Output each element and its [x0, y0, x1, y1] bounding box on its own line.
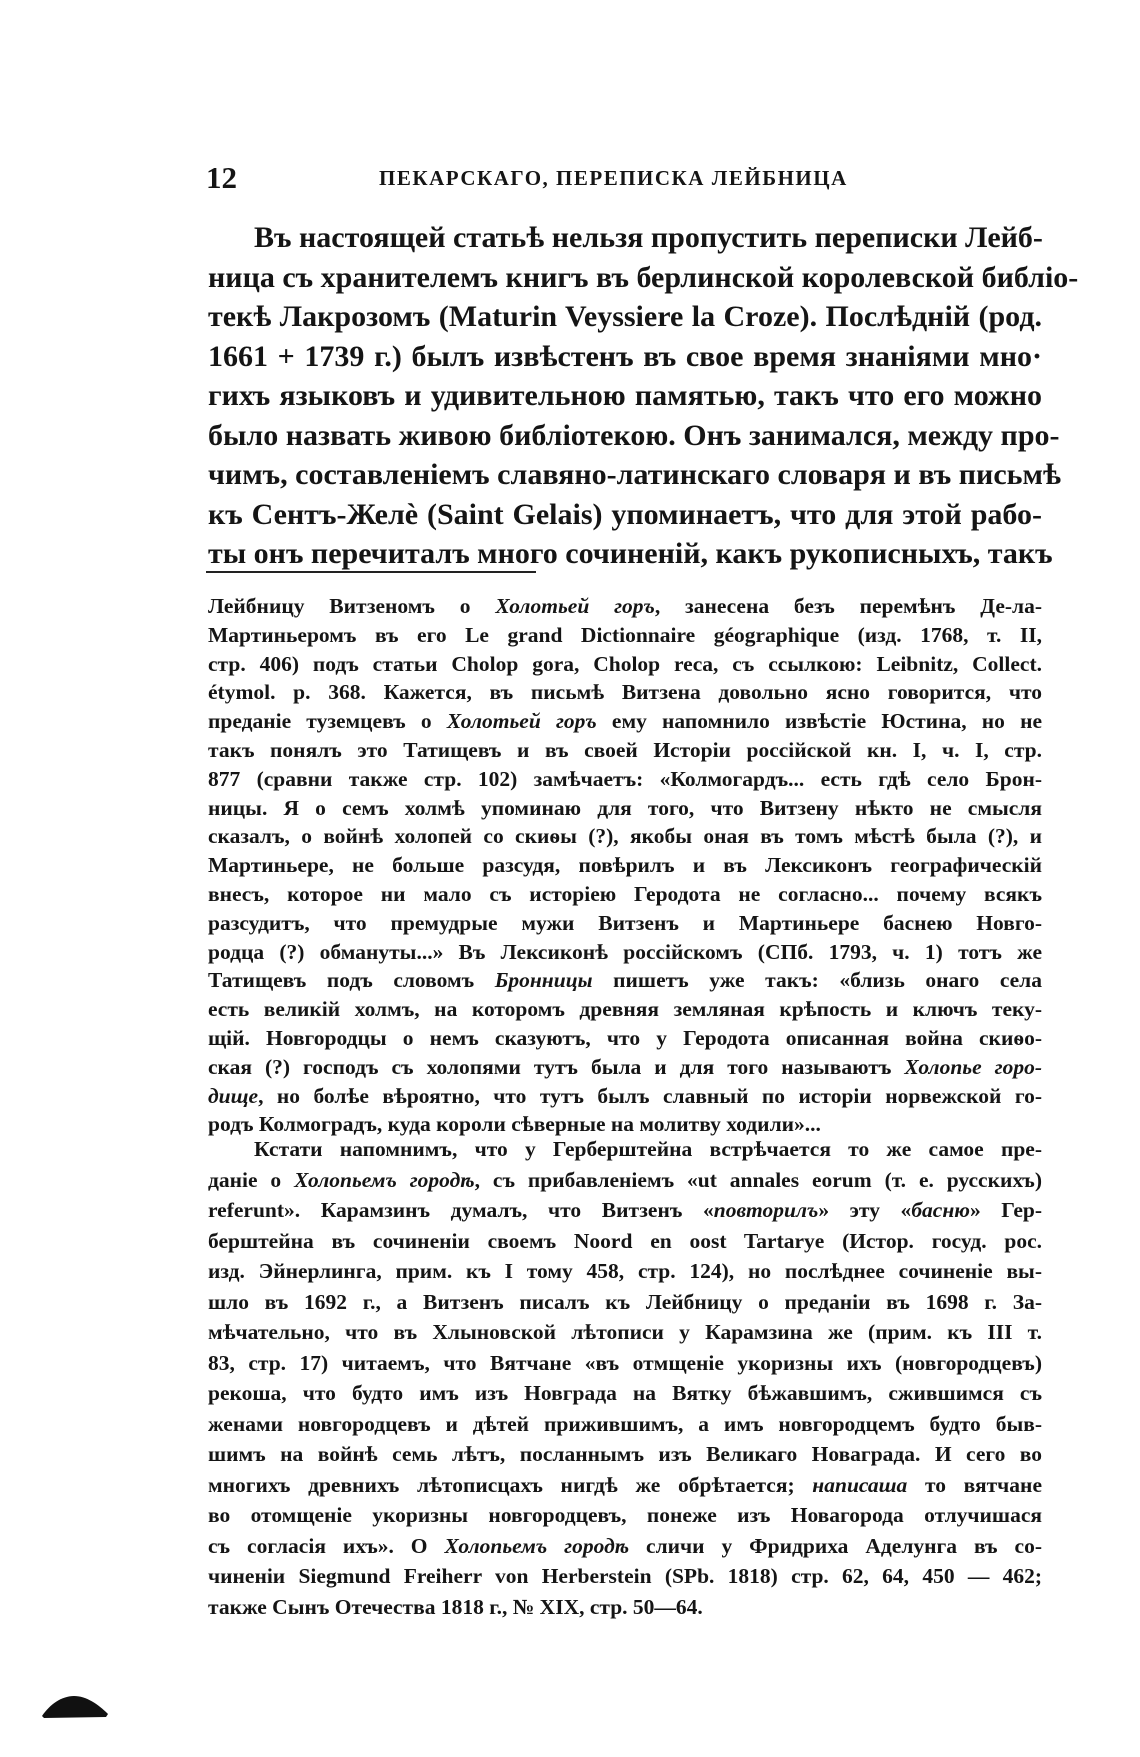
- text-line: [208, 794, 1042, 823]
- text-segment: внесъ, которое ни мало съ исторіею Геродота не согласно... почему всякъ: [208, 881, 1042, 906]
- text-line: [208, 1500, 1042, 1531]
- text-segment: étymol. p. 368. Кажется, въ письмѣ Витзена довольно ясно говорится, что: [208, 680, 1042, 705]
- text-line: [208, 1561, 1042, 1592]
- text-line: [208, 1439, 1042, 1470]
- text-segment: referunt». Карамзинъ думалъ, что Витзенъ «: [208, 1198, 714, 1222]
- text-line: [208, 592, 1042, 621]
- text-segment: Въ настоящей статьѣ нельзя пропустить переписки Лейб-: [254, 221, 1043, 254]
- text-line: [208, 1287, 1042, 1318]
- italic-text: написаша: [812, 1472, 908, 1497]
- text-line: [208, 1082, 1042, 1111]
- text-line: [208, 1409, 1042, 1440]
- text-segment: 83, стр. 17) читаемъ, что Вятчане «въ отмщеніе укоризны ихъ (новгородцевъ): [208, 1350, 1042, 1375]
- text-line: [208, 1256, 1042, 1287]
- text-segment: 1661 + 1739 г.) былъ извѣстенъ въ свое время знаніями мно·: [208, 339, 1042, 373]
- text-segment: сличи у Фридриха Аделунга въ со-: [629, 1533, 1042, 1558]
- ornament-icon: [40, 1690, 110, 1720]
- italic-text: Холотьей горъ: [446, 709, 597, 734]
- text-line: [208, 880, 1042, 909]
- text-line: [208, 707, 1042, 736]
- text-segment: ская (?) господъ съ холопями тутъ была и для того называютъ: [208, 1054, 905, 1079]
- text-line: [208, 765, 1042, 794]
- text-line: [208, 1531, 1042, 1562]
- text-segment: щій. Новгородцы о немъ сказуютъ, что у Геродота описанная война скиѳо-: [208, 1025, 1042, 1050]
- text-line: [208, 1024, 1042, 1053]
- text-line: [208, 297, 1042, 337]
- text-line: [208, 1195, 1042, 1226]
- text-line: [208, 1053, 1042, 1082]
- text-line: [208, 621, 1042, 650]
- text-line: [208, 736, 1042, 765]
- text-line: [208, 495, 1042, 535]
- text-line: [208, 1378, 1042, 1409]
- text-segment: многихъ древнихъ лѣтописцахъ нигдѣ же обрѣтается;: [208, 1472, 813, 1497]
- text-segment: изд. Эйнерлинга, прим. къ I тому 458, стр. 124), но послѣднее сочиненіе вы-: [208, 1259, 1042, 1283]
- italic-text: Холопьемъ городѣ: [444, 1533, 630, 1558]
- text-segment: преданіе туземцевъ о: [208, 709, 447, 734]
- italic-text: басню: [911, 1198, 970, 1222]
- italic-text: повторилъ: [713, 1198, 819, 1222]
- text-segment: Татищевъ подъ словомъ: [208, 968, 495, 993]
- text-segment: ница съ хранителемъ книгъ въ берлинской королевской библіо-: [208, 260, 1079, 294]
- text-segment: мѣчательно, что въ Хлыновской лѣтописи у Карамзина же (прим. къ III т.: [208, 1320, 1042, 1344]
- text-segment: Мартиньеромъ въ его Le grand Dictionnaire géographique (изд. 1768, т. II,: [208, 622, 1042, 647]
- text-segment: во отомщеніе укоризны новгородцевъ, понеже изъ Новагорода отлучишася: [208, 1503, 1042, 1527]
- text-line: [208, 1592, 1042, 1623]
- text-segment: чиненіи Siegmund Freiherr von Herberstein (SPb. 1818) стр. 62, 64, 450 — 462;: [208, 1564, 1042, 1588]
- text-line: [208, 1165, 1042, 1196]
- text-line: [208, 1470, 1042, 1501]
- running-title: ПЕКАРСКАГО, ПЕРЕПИСКА ЛЕЙБНИЦА: [379, 166, 848, 190]
- text-segment: ты онъ перечиталъ много сочиненій, какъ рукописныхъ, такъ: [208, 537, 1053, 570]
- text-line: [208, 258, 1079, 298]
- italic-text: Холопьемъ городѣ: [294, 1167, 475, 1192]
- italic-text: Холотьей горъ: [495, 594, 655, 618]
- text-line: [208, 678, 1042, 707]
- text-segment: къ Сентъ-Желѐ (Saint Gelais) упоминаетъ, что для этой рабо-: [208, 497, 1042, 531]
- text-line: [208, 1134, 1042, 1165]
- text-line: [208, 909, 1042, 938]
- text-segment: ницы. Я о семъ холмѣ упоминаю для того, что Витзену нѣкто не смысля: [208, 795, 1042, 820]
- text-segment: Лейбницу Витзеномъ о: [208, 594, 496, 618]
- text-segment: сказалъ, о войнѣ холопей со скиѳы (?), якобы оная въ томъ мѣстѣ была (?), и: [208, 824, 1042, 849]
- text-line: [208, 534, 1053, 574]
- text-line: [208, 416, 1060, 456]
- text-segment: , занесена безъ перемѣнъ Де-ла-: [654, 594, 1043, 618]
- text-line: [208, 1317, 1042, 1348]
- italic-text: Холопье горо-: [904, 1054, 1042, 1079]
- text-segment: такъ понялъ это Татищевъ и въ своей Исторіи россійской кн. I, ч. I, стр.: [208, 737, 1042, 762]
- text-line: [208, 1348, 1042, 1379]
- text-segment: , съ прибавленіемъ «ut annales eorum (т. е. русскихъ): [474, 1167, 1043, 1192]
- text-segment: ему напомнило извѣстіе Юстина, но не: [596, 709, 1042, 734]
- text-segment: Мартиньере, не больше разсудя, повѣрилъ и въ Лексиконъ географическій: [208, 853, 1042, 878]
- text-line: [208, 822, 1042, 851]
- text-segment: было назвать живою библіотекою. Онъ занимался, между про-: [208, 418, 1060, 452]
- text-segment: Кстати напомнимъ, что у Герберштейна встрѣчается то же самое пре-: [254, 1137, 1042, 1161]
- text-line: [208, 966, 1042, 995]
- italic-text: дище: [208, 1083, 259, 1108]
- page-number: 12: [206, 160, 237, 195]
- footnote-paragraph: [208, 592, 1042, 1139]
- text-segment: текѣ Лакрозомъ (Maturin Veyssiere la Croze). Послѣдній (род.: [208, 300, 1042, 333]
- text-line: [208, 995, 1042, 1024]
- text-segment: гихъ языковъ и удивительною памятью, такъ что его можно: [208, 379, 1042, 412]
- text-segment: родца (?) обмануты...» Въ Лексиконѣ россійскомъ (СПб. 1793, ч. 1) тотъ же: [208, 939, 1042, 964]
- text-line: [208, 938, 1042, 967]
- footnote-paragraph: [208, 1134, 1042, 1622]
- text-line: [208, 1226, 1042, 1257]
- italic-text: Бронницы: [494, 968, 593, 993]
- text-segment: берштейна въ сочиненіи своемъ Noord en oost Tartarye (Истор. госуд. рос.: [208, 1228, 1042, 1253]
- text-segment: также Сынъ Отечества 1818 г., № XIX, стр. 50—64.: [208, 1594, 703, 1619]
- text-segment: 877 (сравни также стр. 102) замѣчаетъ: «Колмогардъ... есть гдѣ село Брон-: [208, 766, 1042, 791]
- text-segment: шло въ 1692 г., а Витзенъ писалъ къ Лейбницу о преданіи въ 1698 г. За-: [208, 1289, 1042, 1314]
- text-line: [208, 376, 1042, 416]
- main-text: [208, 218, 1079, 574]
- text-segment: » эту «: [818, 1198, 912, 1222]
- text-line: [208, 851, 1042, 880]
- text-segment: , но болѣе вѣроятно, что тутъ былъ славный по исторіи норвежской го-: [258, 1083, 1042, 1108]
- text-line: [208, 337, 1042, 377]
- text-segment: даніе о: [208, 1167, 295, 1192]
- text-segment: » Гер-: [969, 1198, 1043, 1222]
- text-segment: то вятчане: [907, 1472, 1042, 1497]
- footnote-divider: [206, 571, 536, 573]
- text-segment: чимъ, составленіемъ славяно-латинскаго словаря и въ письмѣ: [208, 458, 1061, 491]
- text-segment: съ согласія ихъ». О: [208, 1533, 445, 1558]
- text-segment: шимъ на войнѣ семь лѣтъ, посланнымъ изъ Великаго Новаграда. И сего во: [208, 1442, 1042, 1466]
- text-segment: пишетъ уже такъ: «близь онаго села: [592, 968, 1042, 993]
- text-segment: родъ Колмоградъ, куда короли сѣверные на молитву ходили»...: [208, 1112, 821, 1137]
- text-line: [208, 650, 1042, 679]
- text-segment: разсудитъ, что премудрые мужи Витзенъ и Мартиньере баснею Новго-: [208, 910, 1042, 935]
- text-segment: есть великій холмъ, на которомъ древняя земляная крѣпость и ключъ теку-: [208, 997, 1042, 1022]
- text-line: [208, 218, 1042, 258]
- text-line: [208, 455, 1061, 495]
- text-segment: женами новгородцевъ и дѣтей прижившимъ, а имъ новгородцемъ будто быв-: [208, 1411, 1042, 1436]
- text-segment: стр. 406) подъ статьи Cholop gora, Cholop reca, съ ссылкою: Leibnitz, Collect.: [208, 651, 1042, 676]
- text-segment: рекоша, что будто имъ изъ Новграда на Вятку бѣжавшимъ, сжившимся съ: [208, 1381, 1042, 1405]
